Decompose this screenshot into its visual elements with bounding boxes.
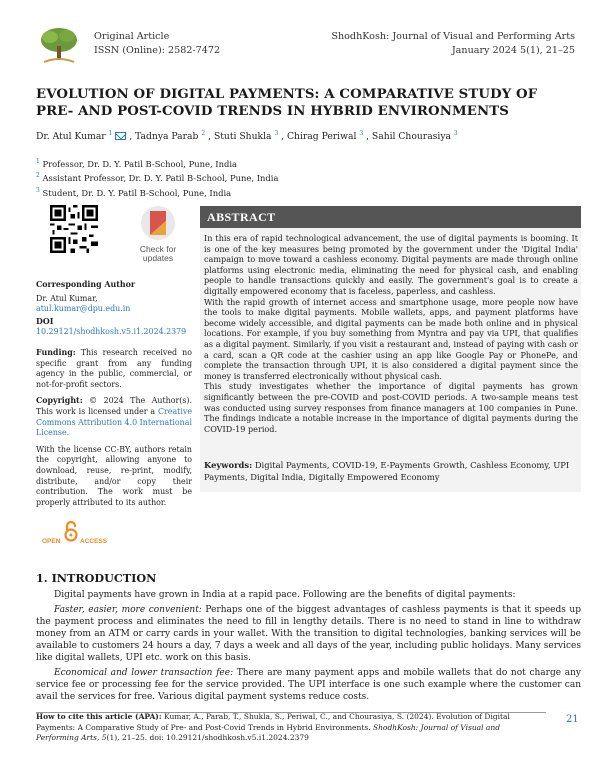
open-access-word2: ACCESS: [80, 538, 108, 545]
affiliation-item: [36, 185, 278, 199]
intro-text: There are many payment apps and mobile wallets that do not charge any service fee or processing fee for the service provided. The UPI interface is one such example where the customer can avail the services for free. Various digital payment systems reduce costs.: [36, 668, 581, 702]
issue-info: January 2024 5(1), 21–25: [451, 44, 575, 56]
email-icon[interactable]: [115, 132, 126, 140]
open-access-lock-icon: [64, 520, 78, 542]
abstract-paragraph: With the rapid growth of internet access and smartphone usage, more people now have the tools to make digital payments. Mobile wallets, apps, and payment platforms have become widely accessible, and digital payments can be made both online and in physical locations. For example, if you buy something from Myntra and pay via UPI, that qualifies as a digital payment. Similarly, if you visit a restaurant and, instead of paying with cash or a card, scan a QR code at the cashier using an app like Google Pay or PhonePe, and complete the transaction through UPI, it is also considered a digital payment since the money is transferred electronically without physical cash.: [204, 296, 578, 381]
header-right: [331, 30, 575, 57]
open-access-logo: [42, 518, 120, 548]
intro-paragraph: [36, 667, 581, 703]
header-left: [94, 30, 220, 57]
funding-label: Funding:: [36, 347, 76, 357]
affiliation-sup: 3: [36, 186, 40, 194]
intro-paragraph: [36, 604, 581, 664]
check-updates-line2: updates: [142, 253, 174, 263]
citation-text: Kumar, A., Parab, T., Shukla, S., Periwal, C., and Chourasiya, S. (2024). Evolution of Digital Payments: A Comparative Study of Pre- and Post-Covid Trends in Hybrid Environments.: [36, 712, 510, 732]
check-updates-line1: Check for: [139, 244, 177, 254]
doi-link[interactable]: 10.29121/shodhkosh.v5.i1.2024.2379: [36, 327, 187, 337]
section-heading: 1. INTRODUCTION: [36, 571, 157, 585]
copyright-label: Copyright:: [36, 396, 83, 406]
affiliation-text: Student, Dr. D. Y. Patil B-School, Pune, India: [42, 187, 232, 198]
qr-code[interactable]: [50, 205, 98, 253]
author-name: Chirag Periwal: [287, 131, 357, 143]
author-list: Dr. Atul Kumar $^1$ , Tadnya Parab $^2$ , Stuti Shukla $^3$ , Chirag Periwal $^3$ , Sahil Chourasiya $^3$: [36, 130, 458, 143]
intro-paragraph: Digital payments have grown in India at a rapid pace. Following are the benefits of digital payments:: [54, 590, 516, 600]
article-type: Original Article: [94, 31, 170, 42]
abstract-heading: ABSTRACT: [207, 210, 276, 224]
affiliation-item: [36, 156, 278, 170]
corresponding-email[interactable]: atul.kumar@dpu.edu.in: [36, 304, 131, 314]
license-link[interactable]: Creative Commons Attribution 4.0 International License.: [36, 406, 192, 438]
keywords-label: Keywords:: [204, 460, 253, 470]
affiliation-text: Professor, Dr. D. Y. Patil B-School, Pune, India: [42, 158, 238, 169]
doi-label: DOI: [36, 316, 54, 326]
issn: ISSN (Online): 2582-7472: [94, 44, 221, 56]
citation-label: How to cite this article (APA):: [36, 712, 162, 721]
affiliation-sup: 1: [36, 158, 40, 165]
check-updates-badge[interactable]: [130, 205, 186, 265]
open-access-word1: OPEN: [42, 538, 61, 545]
author-sup: 2: [201, 130, 206, 137]
affiliation-text: Assistant Professor, Dr. D. Y. Patil B-School, Pune, India: [42, 173, 279, 184]
article-title: EVOLUTION OF DIGITAL PAYMENTS: A COMPARATIVE STUDY OF PRE- AND POST-COVID TRENDS IN HYBRID ENVIRONMENTS: [36, 87, 538, 119]
abstract-paragraph: In this era of rapid technological advancement, the use of digital payments is booming. It is one of the key measures being promoted by the government under the 'Digital India' campaign to move toward a cashless economy. Digital payments are made through online platforms using electronic media, eliminating the need for physical cash, and enabling people to handle transactions quickly and easily. The government's goal is to create a digitally empowered economy that is faceless, paperless, and cashless.: [204, 233, 578, 296]
copyright-text: © 2024 The Author(s). This work is licensed under a: [36, 396, 192, 416]
intro-text: Perhaps one of the biggest advantages of cashless payments is that it speeds up the payment process and eliminates the need to fill in lengthy details. There is no need to stand in line to withdraw money from an ATM or carry cards in your wallet. With the transition to digital technologies, banking services will be available to customers 24 hours a day, 7 days a week and all days of the year, including public holidays. Many services like digital wallets, UPI etc. work on this basis.: [36, 605, 581, 663]
introduction-body: [36, 589, 581, 706]
license-note: With the license CC-BY, authors retain the copyright, allowing anyone to download, reuse, re-print, modify, distribute, and/or copy their contribution. The work must be properly attributed to its author.: [36, 444, 192, 507]
journal-name: ShodhKosh: Journal of Visual and Performing Arts: [331, 31, 575, 42]
corresponding-name: Dr. Atul Kumar,: [36, 293, 98, 303]
citation-journal: ShodhKosh: Journal of Visual and Performing Arts, 5: [36, 722, 501, 742]
abstract-paragraph: This study investigates whether the importance of digital payments has grown significantly between the pre-COVID and post-COVID periods. A two-sample means test was conducted using survey responses from finance managers at 100 companies in Pune. The findings indicate a notable increase in the importance of digital payments during the COVID-19 period.: [204, 381, 578, 434]
check-updates-icon: [130, 205, 186, 241]
abstract-header: [200, 206, 581, 228]
citation-rest: (1), 21–25. doi: 10.29121/shodhkosh.v5.i1.2024.2379: [106, 733, 309, 742]
author-name: Sahil Chourasiya: [371, 131, 451, 143]
affiliations: [36, 156, 278, 199]
author-name: Dr. Atul Kumar: [36, 131, 106, 143]
abstract-text: [204, 233, 578, 434]
intro-lead: Faster, easier, more convenient:: [54, 605, 202, 615]
author-sup: 3: [453, 130, 458, 137]
page-number: 21: [566, 714, 579, 725]
author-sup: 3: [274, 130, 279, 137]
keywords: [204, 460, 576, 483]
author-sup: 1: [108, 130, 113, 137]
funding-text: This research received no specific grant from any funding agency in the public, commercial, or not-for-profit sectors.: [36, 347, 192, 389]
intro-lead: Economical and lower transaction fee:: [54, 668, 234, 678]
author-sup: 3: [359, 130, 364, 137]
affiliation-sup: 2: [36, 172, 40, 180]
citation-footer: [36, 712, 536, 744]
side-info: [36, 280, 192, 514]
author-name: Tadnya Parab: [135, 131, 199, 143]
affiliation-item: [36, 170, 278, 184]
journal-logo: [36, 26, 82, 66]
corresponding-heading: Corresponding Author: [36, 280, 136, 289]
author-name: Stuti Shukla: [213, 131, 272, 143]
keywords-text: Digital Payments, COVID-19, E-Payments Growth, Cashless Economy, UPI Payments, Digital India, Digitally Empowered Economy: [204, 460, 570, 482]
